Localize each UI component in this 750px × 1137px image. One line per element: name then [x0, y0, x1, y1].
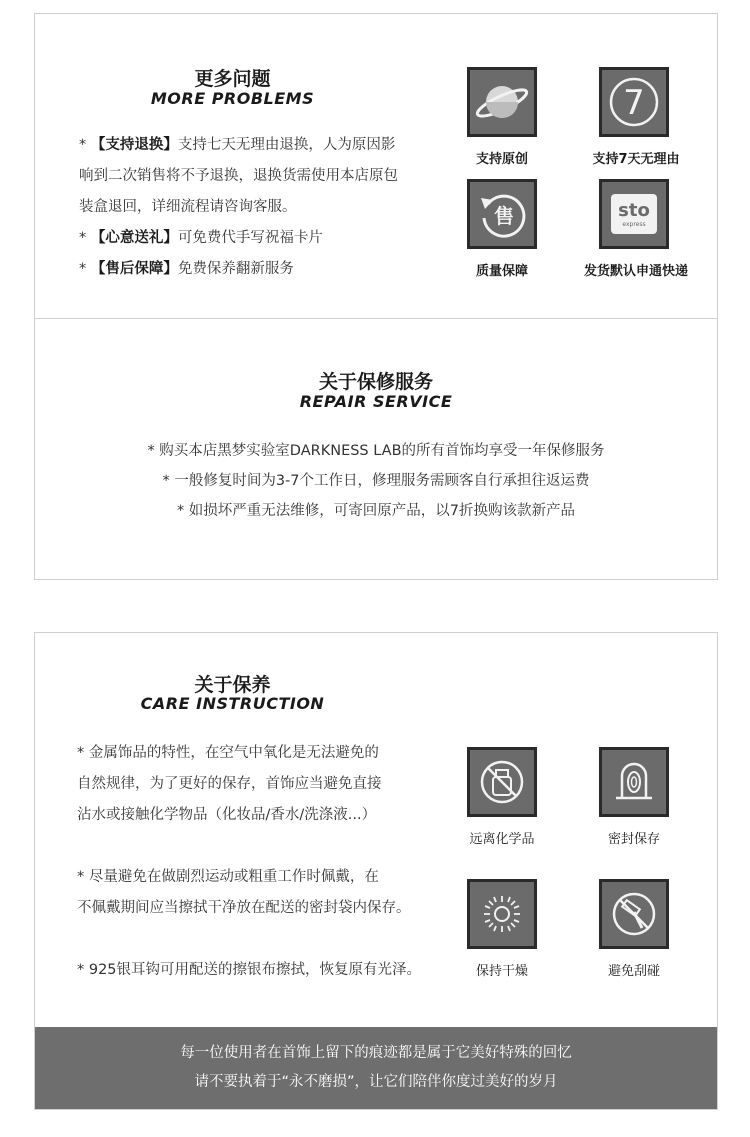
more-problems-list: [79, 130, 449, 285]
icon-label: 支持7天无理由: [592, 152, 680, 167]
more-problems-title-cn: 更多问题: [194, 68, 271, 90]
repair-service-panel: [34, 318, 718, 580]
care-title-en: CARE INSTRUCTION: [140, 694, 325, 713]
list-item: * 一般修复时间为3-7个工作日，修理服务需顾客自行承担往返运费: [162, 473, 590, 489]
list-item: * 【售后保障】免费保养翻新服务: [79, 261, 294, 277]
list-item: * 【支持退换】支持七天无理由退换，人为原因影: [79, 137, 396, 153]
icon-label: 质量保障: [475, 264, 528, 279]
more-problems-panel: [34, 13, 718, 319]
icon-label: 支持原创: [475, 152, 528, 167]
care-title-cn: 关于保养: [194, 674, 271, 696]
repair-title-cn: 关于保修服务: [318, 371, 433, 393]
no-scratch-icon: [599, 879, 669, 949]
care-instruction-panel: [34, 632, 718, 1110]
seven-circle-icon: [599, 67, 669, 137]
planet-icon: [467, 67, 537, 137]
list-item: 不佩戴期间应当擦拭干净放在配送的密封袋内保存。: [77, 900, 411, 916]
list-item: * 购买本店黑梦实验室DARKNESS LAB的所有首饰均享受一年保修服务: [147, 443, 605, 459]
sto-express-logo: [599, 179, 669, 249]
svg-text:sto: sto: [618, 200, 650, 221]
care-text: [77, 738, 457, 986]
list-item: * 925银耳钩可用配送的擦银布擦拭，恢复原有光泽。: [77, 962, 422, 978]
list-item: * 金属饰品的特性，在空气中氧化是无法避免的: [77, 745, 379, 761]
icon-label: 密封保存: [607, 832, 660, 847]
footer-banner: [35, 1027, 717, 1109]
list-item: 装盒退回，详细流程请咨询客服。: [79, 199, 297, 215]
footer-line: 请不要执着于“永不磨损”，让它们陪伴你度过美好的岁月: [194, 1074, 558, 1090]
list-item: 响到二次销售将不予退换，退换货需使用本店原包: [79, 168, 398, 184]
list-item: * 【心意送礼】可免费代手写祝福卡片: [79, 230, 323, 246]
sun-dry-icon: [467, 879, 537, 949]
icon-label: 避免刮碰: [607, 964, 660, 979]
icon-label: 远离化学品: [469, 832, 535, 847]
list-item: 自然规律，为了更好的保存，首饰应当避免直接: [77, 776, 382, 792]
svg-text:售: 售: [494, 204, 514, 228]
list-item: * 尽量避免在做剧烈运动或粗重工作时佩戴，在: [77, 869, 379, 885]
repair-lines: [35, 436, 717, 526]
icon-label: 保持干燥: [475, 964, 528, 979]
svg-text:express: express: [622, 221, 646, 228]
svg-text:7: 7: [623, 83, 645, 123]
after-sale-icon: [467, 179, 537, 249]
list-item: * 如损坏严重无法维修，可寄回原产品，以7折换购该款新产品: [176, 503, 576, 519]
footer-line: 每一位使用者在首饰上留下的痕迹都是属于它美好特殊的回忆: [180, 1045, 572, 1061]
list-item: 沾水或接触化学物品（化妆品/香水/洗涤液...）: [77, 807, 377, 823]
repair-title-en: REPAIR SERVICE: [299, 392, 453, 411]
icon-label: 发货默认申通快递: [583, 264, 688, 279]
sealed-bag-icon: [599, 747, 669, 817]
no-chemicals-icon: [467, 747, 537, 817]
more-problems-title-en: MORE PROBLEMS: [150, 89, 315, 108]
